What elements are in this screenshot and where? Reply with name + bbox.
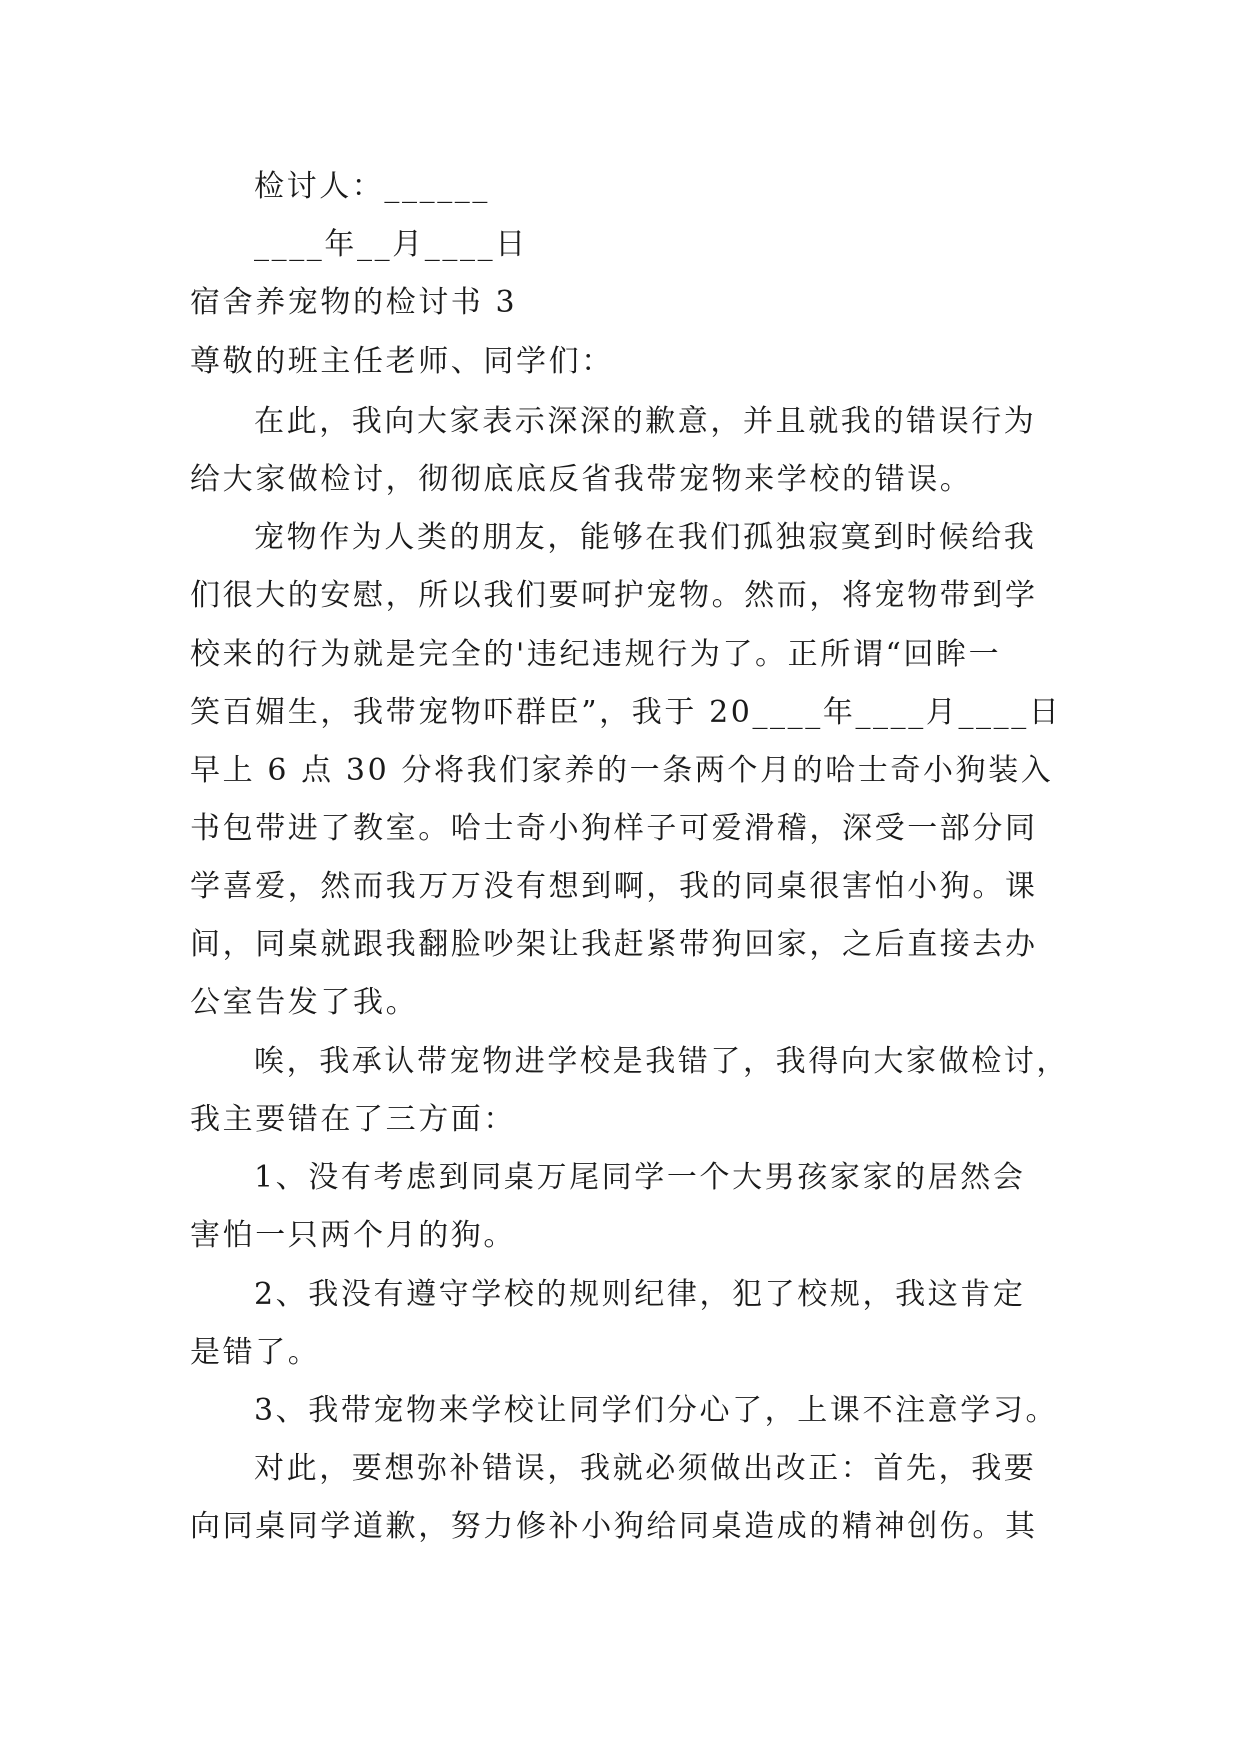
paragraph-line: 早上 6 点 30 分将我们家养的一条两个月的哈士奇小狗装入 — [190, 753, 1054, 788]
paragraph-line: 唉，我承认带宠物进学校是我错了，我得向大家做检讨， — [254, 1044, 1069, 1079]
signature-line: 检讨人：______ — [254, 169, 490, 204]
paragraph-line: 校来的行为就是完全的'违纪违规行为了。正所谓“回眸一 — [190, 637, 1002, 672]
section-title: 宿舍养宠物的检讨书 3 — [190, 285, 518, 320]
paragraph-line: 们很大的安慰，所以我们要呵护宠物。然而，将宠物带到学 — [190, 578, 1038, 613]
salutation: 尊敬的班主任老师、同学们： — [190, 344, 614, 379]
list-item-3: 3、我带宠物来学校让同学们分心了，上课不注意学习。 — [254, 1393, 1059, 1428]
paragraph-line: 公室告发了我。 — [190, 985, 419, 1020]
paragraph-line: 间，同桌就跟我翻脸吵架让我赶紧带狗回家，之后直接去办 — [190, 927, 1038, 962]
paragraph-line: 学喜爱，然而我万万没有想到啊，我的同桌很害怕小狗。课 — [190, 869, 1038, 904]
paragraph-line: 我主要错在了三方面： — [190, 1102, 516, 1137]
list-item-1: 1、没有考虑到同桌万尾同学一个大男孩家家的居然会 — [254, 1160, 1026, 1195]
paragraph-line: 害怕一只两个月的狗。 — [190, 1218, 516, 1253]
paragraph-line: 宠物作为人类的朋友，能够在我们孤独寂寞到时候给我 — [254, 520, 1037, 555]
paragraph-line: 是错了。 — [190, 1335, 321, 1370]
paragraph-line: 给大家做检讨，彻彻底底反省我带宠物来学校的错误。 — [190, 462, 973, 497]
paragraph-line: 对此，要想弥补错误，我就必须做出改正：首先，我要 — [254, 1451, 1037, 1486]
list-item-2: 2、我没有遵守学校的规则纪律，犯了校规，我这肯定 — [254, 1277, 1026, 1312]
paragraph-line: 向同桌同学道歉，努力修补小狗给同桌造成的精神创伤。其 — [190, 1509, 1038, 1544]
paragraph-line: 笑百媚生，我带宠物吓群臣”，我于 20____年____月____日 — [190, 695, 1062, 730]
paragraph-line: 在此，我向大家表示深深的歉意，并且就我的错误行为 — [254, 404, 1037, 439]
paragraph-line: 书包带进了教室。哈士奇小狗样子可爱滑稽，深受一部分同 — [190, 811, 1038, 846]
date-line: ____年__月____日 — [254, 227, 528, 262]
